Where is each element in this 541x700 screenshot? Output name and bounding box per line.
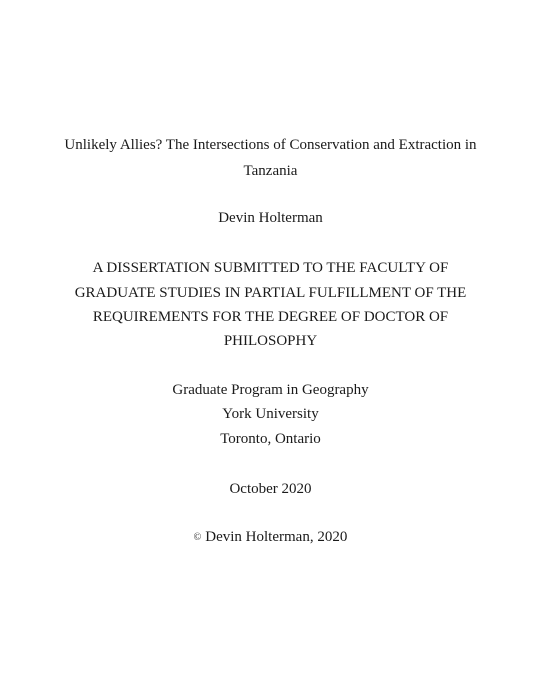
copyright-icon: © bbox=[193, 532, 202, 543]
statement-line-4: PHILOSOPHY bbox=[223, 333, 318, 349]
university-location: Toronto, Ontario bbox=[220, 431, 321, 447]
copyright-notice bbox=[0, 528, 541, 548]
statement-line-1: A DISSERTATION SUBMITTED TO THE FACULTY OF bbox=[92, 260, 449, 276]
university-name: York University bbox=[222, 406, 319, 422]
statement-line-3: REQUIREMENTS FOR THE DEGREE OF DOCTOR OF bbox=[92, 309, 449, 325]
title-line-1: Unlikely Allies? The Intersections of Conservation and Extraction in bbox=[64, 137, 477, 153]
program-name: Graduate Program in Geography bbox=[172, 382, 369, 398]
statement-line-2: GRADUATE STUDIES IN PARTIAL FULFILLMENT OF THE bbox=[74, 285, 467, 301]
copyright-text: Devin Holterman, 2020 bbox=[205, 529, 348, 545]
submission-date: October 2020 bbox=[229, 481, 312, 497]
author-name: Devin Holterman bbox=[218, 210, 323, 226]
title-line-2: Tanzania bbox=[243, 163, 298, 179]
